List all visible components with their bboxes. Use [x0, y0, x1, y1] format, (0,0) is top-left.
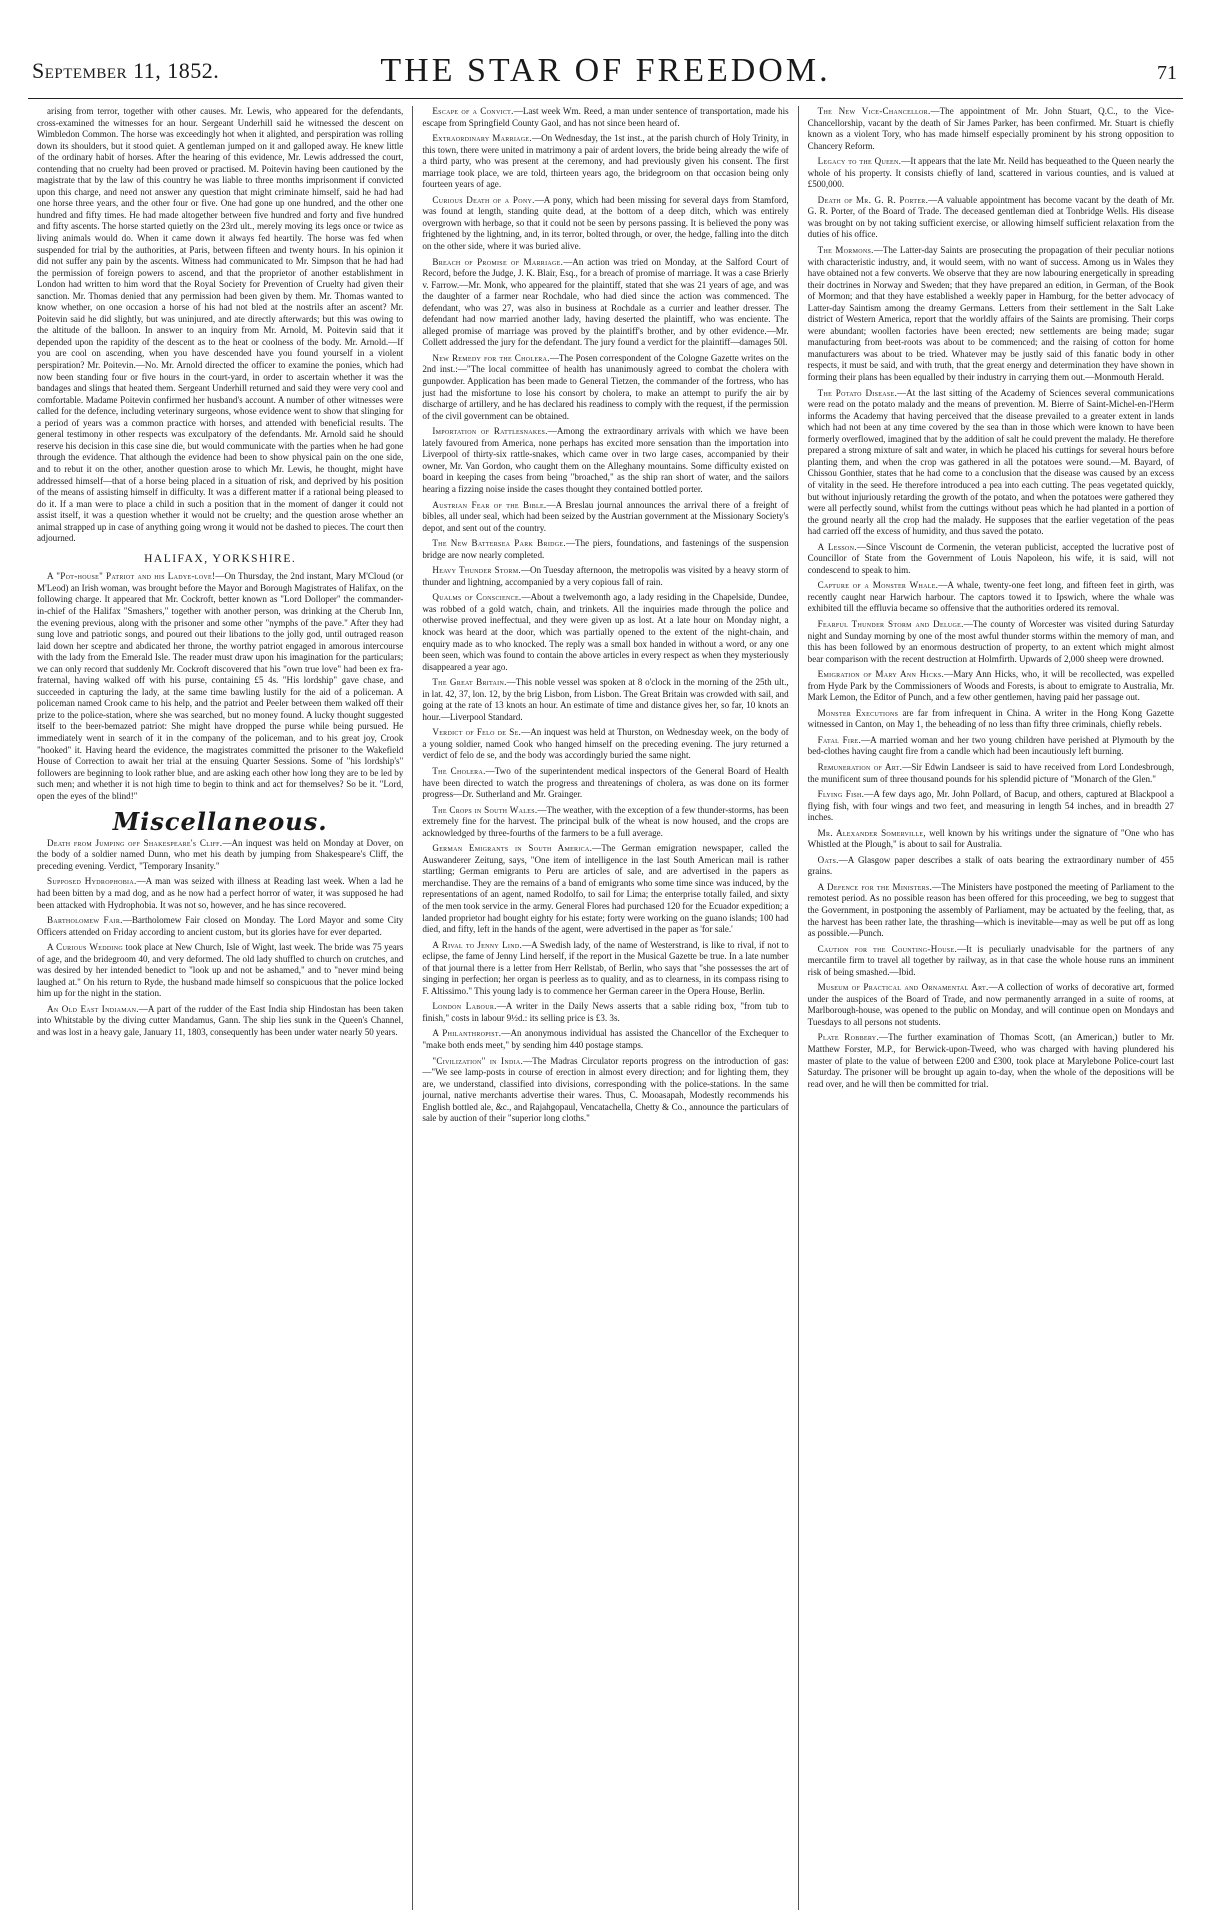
masthead — [28, 50, 1183, 99]
article-paragraph — [422, 257, 788, 349]
article-lead: A Rival to Jenny Lind. — [432, 939, 523, 950]
article-lead: The Potato Disease. — [817, 387, 898, 398]
article-lead: Verdict of Felo de Se. — [432, 727, 522, 738]
article-body: —A few days ago, Mr. John Pollard, of Bacup, and others, captured at Blackpool a flying fish, with four wings and two feet, and measuring in length 54 inches, and in breadth 27 inches. — [807, 789, 1174, 823]
article-body: —Bartholomew Fair closed on Monday. The Lord Mayor and some City Officers attended on Friday according to ancient custom, but its glories have for ever departed. — [37, 915, 404, 937]
article-body: —An inquest was held at Thurston, on Wednesday week, on the body of a young soldier, named Cook who hanged himself on the preceding evening. The jury returned a verdict of felo de se, and the body was accordingly buried the same night. — [422, 727, 789, 761]
article-body: —The Ministers have postponed the meeting of Parliament to the remotest period. As no possible reason has been offered for this proceeding, we beg to suggest that the Government, in postponing the assembly of Parliament, may be actuated by the feeling, that, as the harvest has been rather late, the thrashing—which is inevitable—may as well be put off as long as possible.—Punch. — [807, 881, 1174, 939]
article-body: —An anonymous individual has assisted the Chancellor of the Exchequer to "make both ends meet," by sending him 440 postage stamps. — [422, 1028, 789, 1051]
article-body: —An action was tried on Monday, at the Salford Court of Record, before the Judge, J. K. Blair, Esq., for a breach of promise of marriage. It was a case Brierly v. Farrow.—Mr. Monk, who appeared for the plaintiff, stated that she was 21 years of age, and was the daughter of a farmer near Rochdale, who had died since the action was commenced. The defendant, who was 27, was also in business at Rochdale as a currier and leather dresser. The defendant had now married another lady, having deserted the plaintiff, who was enciente. The alleged promise of marriage was proved by the plaintiff's brother, and by other evidence.—Mr. Collett addressed the jury for the defendant. The jury found a verdict for the plaintiff—damages 50l. — [422, 256, 789, 348]
article-paragraph — [422, 1028, 788, 1051]
article-body: —It appears that the late Mr. Neild has bequeathed to the Queen nearly the whole of his property. It consists chiefly of land, scattered in various counties, and is valued at £500,000. — [807, 156, 1174, 190]
article-lead: A Philanthropist. — [432, 1028, 502, 1039]
article-lead: German Emigrants in South America. — [432, 843, 593, 854]
column-3 — [798, 106, 1183, 1910]
article-paragraph — [808, 542, 1174, 577]
article-body: —A Breslau journal announces the arrival there of a freight of bibles, all under seal, which had been seized by the Austrian government at the Missionary Society's depot, and sent out of the country. — [422, 499, 789, 533]
article-paragraph — [808, 762, 1174, 785]
section-heading: HALIFAX, YORKSHIRE. — [144, 552, 297, 565]
column-2 — [412, 106, 797, 1910]
article-body: —The Latter-day Saints are prosecuting the propagation of their peculiar notions with characteristic industry, and, it would seem, with no want of success. Among us in Wales they have obtained not a few converts. We observe that they are now labouring energetically in spreading their doctrines in Norway and Sweden; that they have prepared an edition, in German, of the Book of Mormon; and that they have established a weekly paper in Hamburg, for the better advocacy of Latter-day Saintism among the dreamy Germans. Letters from their settlement in the Salt Lake district of Western America, report that the worldly affairs of the Saints are promising. Their corps were abundant; woollen factories have been erected; new settlements are being made; sugar manufacturing from beet-roots was about to be commenced; and the raising of cotton for home manufacturers was about to be tried. Whatever may be justly said of this fanatic body in other respects, it must be said, and with truth, that the great energy and determination they have shown in forming their plans has been equalled by their industry in carrying them out.—Monmouth Herald. — [807, 245, 1174, 383]
article-paragraph — [808, 580, 1174, 615]
article-paragraph — [422, 195, 788, 253]
article-lead: Heavy Thunder Storm. — [432, 565, 521, 576]
article-lead: Caution for the Counting-House. — [817, 943, 958, 954]
article-body: —An inquest was held on Monday at Dover, on the body of a soldier named Dunn, who met his death by jumping from Shakespeare's Cliff, the preceding evening. Verdict, "Temporary Insanity." — [37, 837, 404, 871]
article-paragraph — [808, 982, 1174, 1028]
article-lead: Mr. Alexander Somerville, — [817, 827, 926, 838]
article-paragraph — [422, 843, 788, 935]
article-paragraph — [422, 565, 788, 588]
article-body: arising from terror, together with other causes. Mr. Lewis, who appeared for the defendants, cross-examined the witnesses for an hour. Sergeant Underhill said he witnessed the descent on Wimbledon Common. The horse was exceedingly hot when it alighted, and perspiration was rolling down its shoulders, but it stood quiet. A gentleman jumped on it and galloped away. He knew little of the ordinary habit of horses. After the hearing of this evidence, Mr. Lewis addressed the court, contending that no cruelty had been proved or practised. M. Poitevin having been cautioned by the magistrate that by the law of this country he was liable to three months imprisonment if convicted upon this charge, and need not answer any question that might criminate himself, said he had had one horse three years, and the other four or five. One had gone up one hundred, and the other one hundred and fifty times. He had made altogether between five hundred and forty and five hundred and fifty ascents. The horse started quietly on the 23rd ult., merely moving its legs once or twice as living animals would do. When it came down it always fed heartily. The horse was fed when suspended for trial by the authorities, at Paris, between fifteen and twenty hours. In his opinion it did not suffer any pain by the ascents. Witness had communicated to Mr. Simpson that he had had the permission of foreign powers to ascend, and that the proprietor of another establishment in London had written to him word that the Royal Society for Prevention of Cruelty had given their sanction. Mr. Thomas denied that any permission had been given by them. Mr. Thomas wanted to know whether, on one occasion a horse of his had not bled at the nostrils after an ascent? Mr. Poitevin said he did slightly, but was uninjured, and ate directly afterwards; but this was owing to the altitude of the balloon. In answer to an inquiry from Mr. Arnold, M. Poitevin said that it depended upon the rapidity of the descent as to the heat or coolness of the body. Mr. Arnold.—If you are cool on ascending, when you have descended have you found yourself in a violent perspiration? Mr. Poitevin.—No. Mr. Arnold directed the officer to examine the ponies, which had now been standing four or five hours in the court-yard, in order to ascertain whether it was the bandages and slings that heated them. Sergeant Underhill returned and said they were very cool and comfortable. Madame Poitevin confirmed her husband's account. A number of other witnesses were called for the defence, including veterinary surgeons, whose evidence went to show that slinging for a period of years was a common practice with horses, and attended with beneficial results. The general testimony in other respects was exculpatory of the defendants. Mr. Arnold said he should reserve his decision in this case sine die, but would communicate with the parties when he had gone through the evidence. That although the evidence had been to show physical pain on the one side, and to rebut it on the other, another question arose to which Mr. Lewis, he thought, might have addressed himself—that of a horse being placed in a situation of risk, and deprived by his position of the means of assisting himself in difficulty. It was a different matter if a rational being pleased to do it. If a man were to place a child in such a position that in the moment of danger it could not assist itself, it was a question whether it would not be cruelty; and the question arose whether an animal strapped up in case of anything going wrong it would not be dashed to pieces. The court then adjourned. — [37, 106, 404, 544]
article-paragraph — [808, 789, 1174, 824]
article-lead: Museum of Practical and Ornamental Art. — [817, 982, 989, 993]
article-paragraph — [37, 876, 403, 911]
article-body: —The piers, foundations, and fastenings of the suspension bridge are now nearly completed. — [422, 538, 789, 560]
article-body: —Last week Wm. Reed, a man under sentence of transportation, made his escape from Springfield County Gaol, and has not since been heard of. — [422, 106, 789, 128]
article-body: —Sir Edwin Landseer is said to have received from Lord Londesbrough, the munificent sum of three thousand pounds for his splendid picture of "Monarch of the Glen." — [807, 761, 1174, 784]
article-paragraph — [37, 1004, 403, 1039]
article-lead: Capture of a Monster Whale. — [817, 580, 939, 591]
article-body: —The German emigration newspaper, called the Auswanderer Zeitung, says, "One item of intelligence in the last South American mail is rather startling; German emigrants to Peru are articles of sale, and are advertised in the papers as merchandise. They are the remains of a band of emigrants who some time since was induced, by the representations of an agent, named Rodolfo, to sail for Lima; the enterprise totally failed, and sixty of the men took service in the army. General Flores had purchased 120 for the Ecuador expedition; a landed proprietor had bought eighty for his estate; forty were working on the guano islands; 100 had died, and fifty, left in the hands of the agent, were advertised in the paper as 'for sale.' — [422, 843, 789, 935]
article-lead: The Mormons. — [817, 245, 874, 256]
article-lead: A Lesson. — [817, 541, 857, 552]
article-lead: Bartholomew Fair. — [47, 915, 123, 926]
article-paragraph — [808, 619, 1174, 665]
article-lead: Emigration of Mary Ann Hicks. — [817, 669, 945, 680]
article-lead: A "Pot-house" Patriot and his Ladye-love! — [47, 571, 216, 582]
article-columns — [28, 106, 1183, 1910]
article-paragraph — [422, 940, 788, 998]
article-lead: Fatal Fire. — [817, 734, 862, 745]
article-lead: A Curious Wedding — [47, 942, 124, 953]
article-paragraph — [422, 106, 788, 129]
article-paragraph — [808, 106, 1174, 152]
article-lead: New Remedy for the Cholera. — [432, 352, 550, 363]
article-body: —At the last sitting of the Academy of Sciences several communications were read on the potato malady and the means of prevention. M. Bierre of Saint-Michel-en-l'Herm informs the Academy that having perceived that the disease prevailed to a greater extent in lands which had not been at any time covered by the sea than in those which were known to have been formerly overflowed, imagined that by the addition of salt he could prevent the malady. He therefore prepared a strong mixture of salt and water, in which he placed his cuttings for several hours before planting them, and when the crop was gathered in all the potatoes were sound.—M. Bayard, of Chissou Gonthier, states that he had come to a conclusion that the disease was caused by an excess of vitality in the seed. He therefore introduced a pea into each cutting. The peas vegetated quickly, but without injuriously retarding the growth of the potato, and when the potatoes were gathered they were all perfectly sound, whilst from the cuttings without peas which he had planted in a portion of the ground nearly all the crop had the malady. He supposes that the earlier vegetation of the peas had carried off the excess of humidity, and thus saved the potato. — [807, 387, 1174, 537]
article-body: —About a twelvemonth ago, a lady residing in the Chapelside, Dundee, was robbed of a gold watch, chain, and trinkets. All the inquiries made through the police and otherwise proved ineffectual, and they were given up as lost. At a late hour on Monday night, a knock was heard at the door, which was partially opened to the extent of the night-chain, and enquiry made as to who knocked. The reply was a small box handed in without a word, or any one been seen, which was found to contain the above articles in every respect as when they mysteriously disappeared a year ago. — [422, 592, 789, 672]
article-paragraph — [37, 838, 403, 873]
article-lead: Qualms of Conscience. — [432, 592, 522, 603]
article-body: —The appointment of Mr. John Stuart, Q.C., to the Vice-Chancellorship, vacant by the death of Sir James Parker, has been confirmed. Mr. Stuart is chiefly known as a violent Tory, who has made himself especially prominent by his strong opposition to Chancery Reform. — [807, 106, 1174, 151]
article-paragraph — [808, 828, 1174, 851]
article-body: —A writer in the Daily News asserts that a sable riding box, "from tub to finish," costs in labour 9½d.: its selling price is £3. 3s. — [422, 1001, 789, 1023]
article-lead: The New Battersea Park Bridge. — [432, 538, 566, 549]
newspaper-page — [28, 50, 1183, 1910]
article-lead: Importation of Rattlesnakes. — [432, 426, 548, 437]
article-body: —Since Viscount de Cormenin, the veteran publicist, accepted the lucrative post of Councillor of State from the Government of Louis Napoleon, his wife, it is said, will not condescend to speak to him. — [807, 541, 1174, 575]
article-lead: Plate Robbery. — [817, 1032, 880, 1043]
article-body: —The further examination of Thomas Scott, (an American,) butler to Mr. Matthew Forster, M.P., for Berwick-upon-Tweed, who was charged with having plundered his master of plate to the value of between £200 and £300, took place at Marylebone Police-court last Saturday. The prisoner will be brought up again to-day, when the whole of the depositions will be read over, and he will then be committed for trial. — [807, 1032, 1174, 1089]
article-paragraph — [422, 1056, 788, 1125]
article-lead: Oats. — [817, 854, 839, 865]
article-body: —The Madras Circulator reports progress on the introduction of gas:—"We see lamp-posts in course of erection in almost every direction; and for lighting them, they are, we understand, classified into divisions, corresponding with the police-stations. In the same journal, native merchants advertise their wares. Thus, C. Mooasapah, Modestly recommends his English bottled ale, &c., and Rajahgopaul, Vencatachella, Chetty & Co., announce the particulars of sale by auction of their "superior long cloths." — [422, 1055, 789, 1124]
article-paragraph — [808, 156, 1174, 191]
article-body: —A Glasgow paper describes a stalk of oats bearing the extraordinary number of 455 grains. — [807, 854, 1174, 877]
article-body: took place at New Church, Isle of Wight, last week. The bride was 75 years of age, and the bridegroom 40, and very deformed. The old lady shuffled to church on crutches, and was desired by her intended benedict to "look up and not be ashamed," and to "never mind being laughed at." On his return to Ryde, the husband made himself so conspicuous that the police locked him up for the night in the station. — [37, 942, 404, 999]
article-paragraph — [808, 735, 1174, 758]
article-paragraph — [37, 571, 403, 802]
article-lead: Escape of a Convict. — [432, 106, 514, 116]
article-lead: Curious Death of a Pony. — [432, 194, 535, 205]
article-body: —A whale, twenty-one feet long, and fifteen feet in girth, was recently caught near Harwich harbour. The captors towed it to Ipswich, where the whale was exhibited till the effluvia became so offensive that the authorities ordered its removal. — [807, 580, 1174, 614]
article-lead: Extraordinary Marriage. — [432, 133, 532, 144]
article-paragraph — [422, 766, 788, 801]
article-lead: Remuneration of Art. — [817, 761, 903, 772]
article-paragraph — [808, 195, 1174, 241]
article-body: —A man was seized with illness at Reading last week. When a lad he had been bitten by a mad dog, and as he now had a perfect horror of water, it was supposed he had been attacked with Hydrophobia. It was not so, however, and he has since recovered. — [37, 876, 404, 910]
article-lead: The Great Britain. — [432, 677, 507, 688]
article-lead: Fearful Thunder Storm and Deluge. — [817, 618, 964, 629]
article-lead: Austrian Fear of the Bible. — [432, 499, 547, 510]
article-paragraph — [808, 882, 1174, 940]
article-body: —A collection of works of decorative art, formed under the auspices of the Board of Trade, and now permanently arranged in a suite of rooms, at Marlborough-house, was opened to the public on Monday, and will continue open on Mondays and Tuesdays to all persons not students. — [807, 982, 1174, 1027]
article-lead: Supposed Hydrophobia. — [47, 876, 137, 887]
article-body: well known by his writings under the signature of "One who has Whistled at the Plough," is about to sail for Australia. — [807, 827, 1174, 850]
article-paragraph — [37, 942, 403, 1000]
article-paragraph — [808, 944, 1174, 979]
article-lead: Breach of Promise of Marriage. — [432, 256, 564, 267]
article-lead: Death from Jumping off Shakespeare's Cliff. — [47, 837, 223, 848]
article-lead: A Defence for the Ministers. — [817, 881, 933, 892]
article-paragraph — [37, 106, 403, 545]
article-paragraph — [422, 538, 788, 561]
article-lead: Monster Executions — [817, 707, 899, 718]
article-paragraph — [422, 805, 788, 840]
article-body: —Two of the superintendent medical inspectors of the General Board of Health have been directed to watch the progress and threatenings of cholera, as was done on its former progress—Dr. Sutherland and Mr. Grainger. — [422, 765, 789, 800]
article-body: —On Wednesday, the 1st inst., at the parish church of Holy Trinity, in this town, there were united in matrimony a pair of ardent lovers, the bride being already the wife of a third party, who was present at the ceremony, and had previously given his consent. The first marriage took place, we are told, thirteen years ago, the bridegroom on that occasion being only fourteen years of age. — [422, 133, 789, 190]
article-paragraph — [422, 353, 788, 422]
article-body: —The Posen correspondent of the Cologne Gazette writes on the 2nd inst.:—"The local committee of health has unanimously agreed to combat the cholera with gunpowder. Application has been made to General Tietzen, the commander of the fortress, who has just had the misfortune to lose his consort by cholera, to make an attempt to purify the air by discharge of artillery, and he has declared his readiness to comply with the request, if the permission of the civil government can be obtained. — [422, 352, 789, 421]
article-body: —On Tuesday afternoon, the metropolis was visited by a heavy storm of thunder and lightning, accompanied by a very copious fall of rain. — [422, 565, 789, 587]
article-body: —A married woman and her two young children have perished at Plymouth by the bed-clothes having caught fire from a candle which had been incautiously left burning. — [807, 734, 1174, 757]
article-body: —The county of Worcester was visited during Saturday night and Sunday morning by one of the most awful thunder storms within the memory of man, and this has been followed by an enormous destruction of property, to an extent which might almost bear comparison with the recent destruction at Holmfirth. Upwards of 2,000 sheep were drowned. — [807, 618, 1174, 664]
article-paragraph — [422, 677, 788, 723]
article-paragraph — [422, 592, 788, 673]
article-lead: The Cholera. — [432, 765, 486, 776]
issue-date: September 11, 1852. — [32, 58, 220, 83]
article-paragraph — [808, 855, 1174, 878]
article-lead: Flying Fish. — [817, 789, 865, 800]
article-paragraph — [422, 133, 788, 191]
column-1 — [28, 106, 412, 1910]
article-lead: An Old East Indiaman. — [47, 1003, 139, 1014]
article-lead: The New Vice-Chancellor. — [817, 106, 931, 116]
article-body: —The weather, with the exception of a few thunder-storms, has been extremely fine for the harvest. The principal bulk of the wheat is now housed, and the crops are acknowledged by three-fourths of the farmers to be a full average. — [422, 804, 789, 838]
article-body: —Among the extraordinary arrivals with which we have been lately favoured from America, none perhaps has excited more sensation than the importation into Liverpool of thirty-six rattle-snakes, which came over in two large cases, accompanied by their owner, Mr. Van Gordon, who caught them on the Alleghany mountains. Some difficulty existed on board in keeping the cases from being "broached," as the ship ran short of water, and the sailors hearing a fizzing noise inside the cases thought they contained bottled porter. — [422, 426, 789, 494]
article-paragraph — [808, 1032, 1174, 1090]
article-lead: London Labour. — [432, 1001, 497, 1012]
article-paragraph — [422, 500, 788, 535]
article-body: are far from infrequent in China. A writer in the Hong Kong Gazette witnessed in Canton, on May 1, the beheading of no less than fifty three criminals, chiefly rebels. — [807, 707, 1174, 730]
article-body: —It is peculiarly unadvisable for the partners of any mercantile firm to travel all together by railway, as in that case the whole house runs an imminent risk of being smashed.—Ibid. — [807, 943, 1174, 977]
miscellaneous-heading: Miscellaneous. — [112, 807, 328, 837]
article-paragraph — [808, 388, 1174, 538]
article-lead: The Crops in South Wales. — [432, 804, 538, 815]
article-paragraph — [808, 245, 1174, 384]
article-paragraph — [808, 708, 1174, 731]
article-paragraph — [37, 915, 403, 938]
article-body: —Mary Ann Hicks, who, it will be recollected, was expelled from Hyde Park by the Commissioners of Woods and Forests, is about to emigrate to Australia, Mr. Mark Lemon, the Editor of Punch, and a few other gentlemen, having paid her passage out. — [807, 669, 1174, 703]
page-number: 71 — [1157, 62, 1177, 84]
article-body: —A pony, which had been missing for several days from Stamford, was found at length, standing quite dead, at the bottom of a deep ditch, which was entirely overgrown with herbage, so that it could not be seen by persons passing. It is believed the pony was frightened by the lightning, and, in its terror, bolted through, or over, the hedge, falling into the ditch on the other side, where it was buried alive. — [422, 194, 789, 252]
article-paragraph — [422, 426, 788, 495]
article-lead: Legacy to the Queen. — [817, 156, 902, 167]
article-body: —A valuable appointment has become vacant by the death of Mr. G. R. Porter, of the Board of Trade. The deceased gentleman died at Tonbridge Wells. His disease was brought on by not taking sufficient exercise, or allowing himself sufficient relaxation from the duties of his office. — [807, 194, 1174, 240]
article-paragraph — [422, 1001, 788, 1024]
article-lead: Death of Mr. G. R. Porter. — [817, 194, 929, 205]
article-body: —This noble vessel was spoken at 8 o'clock in the morning of the 25th ult., in lat. 42, 37, lon. 12, by the brig Lisbon, from Lisbon. The Great Britain was crowded with sail, and going at the rate of 13 knots an hour. An estimate of time and distance gives her, so far, 10 knots an hour.—Liverpool Standard. — [422, 677, 789, 722]
article-body: —A part of the rudder of the East India ship Hindostan has been taken into Whitstable by the diving cutter Mandamus, Gann. The ship lies sunk in the Queen's Channel, and was lost in a heavy gale, January 11, 1803, consequently has been under water nearly 50 years. — [37, 1003, 404, 1038]
article-paragraph — [808, 669, 1174, 704]
article-body: —On Thursday, the 2nd instant, Mary M'Cloud (or M'Leod) an Irish woman, was brought before the Mayor and Borough Magistrates of Halifax, on the following charge. It appeared that Mr. Cockroft, better known as "Lord Dolloper" the commander-in-chief of the Halifax "Smashers," together with another person, was drinking at the Cherub Inn, the evening previous, along with the prisoner and some other "nymphs of the pave." After they had sung love and patriotic songs, and poured out their libations to the jolly god, until outraged reason laid down her sceptre and abdicated her throne, the worthy patriot engaged in amorous intercourse with the lady from the Emerald Isle. The reader must draw upon his imagination for the particulars; we can only record that suddenly Mr. Cockroft discovered that his "own true love" had been ex fra-fraternal, having walked off with his purse, containing £5 4s. "His lordship" gave chase, and succeeded in capturing the lady, at the same time bawling lustily for the aid of a policeman. A policeman named Crook came to his help, and the patriot and Peeler between them walked off their prize to the police-station, where she was searched, but no money found. A lucky thought suggested itself to the beer-bemazed patriot: She might have dropped the purse while being pursued. He immediately went in search of it in the company of the policeman, and to his great joy, Crook "hooked" it. Having heard the evidence, the magistrates committed the prisoner to the Wakefield House of Correction to await her trial at the ensuing Quarter Sessions. Some of "his lordship's" followers are beginning to look rather blue, and are asking each other how long they are to be led by such men; and whether it is not high time to begin to think and act for themselves? So be it. "Lord, open the eyes of the blind!" — [37, 571, 404, 801]
article-body: —A Swedish lady, of the name of Westerstrand, is like to rival, if not to eclipse, the fame of Jenny Lind herself, if the report in the Musical Gazette be true. In a late number of that journal there is a letter from Herr Rellstab, of Berlin, who says that "she possesses the art of singing in perfection; her organ is peerless as to quality, and as to clearness, in its compass rising to F. Altissimo." This young lady is to commence her German career in the Opera House, Berlin. — [422, 939, 789, 996]
newspaper-title: THE STAR OF FREEDOM. — [380, 52, 831, 89]
article-paragraph — [422, 727, 788, 762]
article-lead: "Civilization" in India. — [432, 1055, 524, 1066]
